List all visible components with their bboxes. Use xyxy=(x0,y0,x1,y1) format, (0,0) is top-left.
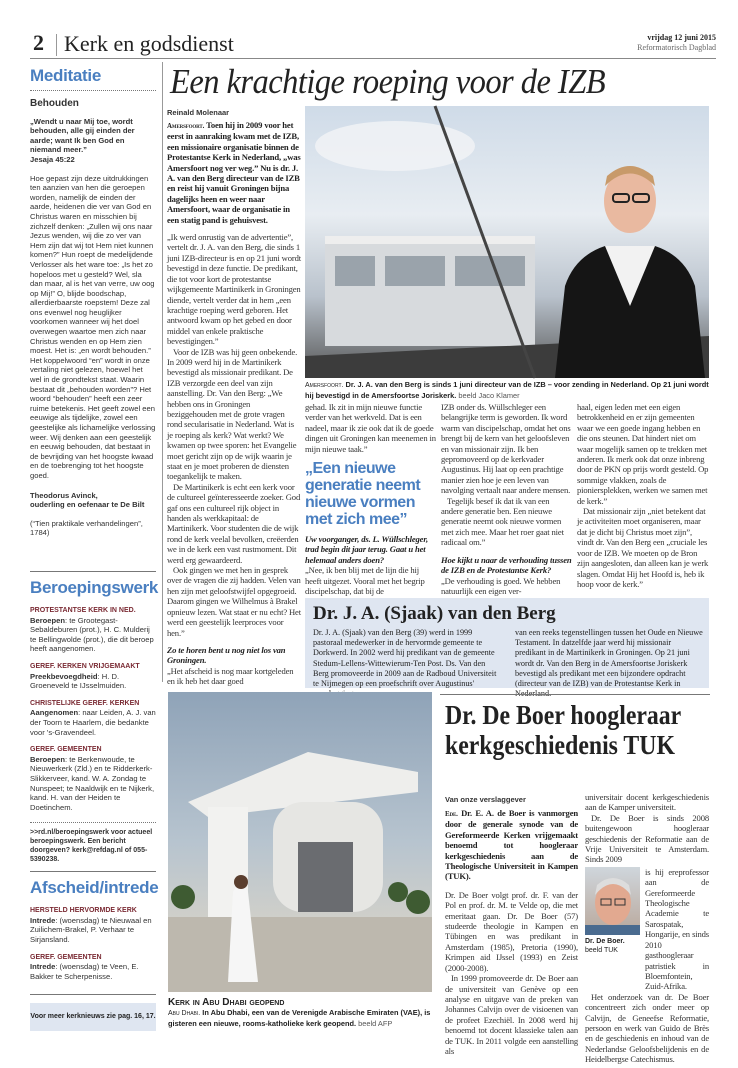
item-label: Beroepen xyxy=(30,615,66,625)
main-byline: Reinald Molenaar xyxy=(167,108,230,117)
main-headline: Een krachtige roeping voor de IZB xyxy=(170,62,606,101)
de-boer-col1 xyxy=(445,808,578,1056)
beroepingswerk-section xyxy=(30,571,159,981)
de-boer-byline: Van onze verslaggever xyxy=(445,795,526,804)
paragraph: In 1999 promoveerde dr. De Boer aan de universiteit van Genève op een analyse en uitgave van de preken van Johannes Calvijn over de visioenen van de profeet Ezechiël. In 2008 werd hij benoemd tot docent klassieke talen aan de TUK. In 2011 volgde een aanstelling als xyxy=(445,973,578,1056)
meditatie-author-role: ouderling en oefenaar te De Bilt xyxy=(30,500,145,510)
photo-church-building xyxy=(168,692,432,992)
profile-col2: van een reeks tegenstellingen tussen het Oude en Nieuwe Testament. In datzelfde jaar werd hij missionair predikant in de Martinikerk in Groningen. Op 21 juni wordt dr. Van den Berg in de Amersfoortse Joriskerk bevestigd als predikant met een bijzondere opdracht (directeur van de IZB) van de Protestantse Kerk in Nederland. xyxy=(515,628,703,699)
header-date-block xyxy=(637,33,716,53)
caption-text: In Abu Dhabi, een van de Verenigde Arabische Emiraten (VAE), is gisteren een nieuwe, rooms-katholieke kerk geopend. xyxy=(168,1008,431,1028)
item-label: Intrede xyxy=(30,962,56,972)
paragraph: gehad. Ik zit in mijn nieuwe functie verder van het werkveld. Dat is een nadeel, maar ik zie ook dat ik de goede dingen uit Groningen kan meenemen in mijn nieuwe taak.” xyxy=(305,402,436,454)
church-label: GEREF. GEMEENTEN xyxy=(30,746,102,754)
caption-dateline: Amersfoort. xyxy=(305,382,344,389)
caption-text: Dr. J. A. van den Berg is sinds 1 juni directeur van de IZB – voor zending in Nederland. Op 21 juni wordt hij bevestigd in de Amersfoortse Joriskerk. xyxy=(305,380,709,400)
meditatie-section xyxy=(30,66,156,538)
beroep-item xyxy=(30,699,156,737)
abu-dhabi-caption xyxy=(168,998,434,1029)
lead-text: Dr. E. A. de Boer is vanmorgen door de generale synode van de Gereformeerde Kerken vrijgemaakt benoemd tot hoogleraar kerkgeschiedenis aan de Theologische Universiteit in Kampen (TUK). xyxy=(445,808,578,882)
de-boer-photo xyxy=(585,867,640,935)
paragraph: Tegelijk besef ik dat ik van een andere generatie ben. Een nieuwe generatie neemt ook nieuwe vormen met zich mee. Maar het roer gaat niet radicaal om.” xyxy=(441,495,564,548)
church-label: HERSTELD HERVORMDE KERK xyxy=(30,907,137,915)
divider xyxy=(30,571,156,572)
afscheid-title: Afscheid/intrede xyxy=(30,878,159,898)
more-news-box: Voor meer kerknieuws zie pag. 16, 17. xyxy=(30,1003,156,1031)
interview-question: Uw voorganger, ds. L. Wüllschleger, trad begin dit jaar terug. Gaat u het helemaal anders doen? xyxy=(305,534,429,565)
profile-box xyxy=(305,598,709,699)
church-label: PROTESTANTSE KERK IN NED. xyxy=(30,607,136,614)
photo-wrap-row xyxy=(585,867,709,992)
paper-name: Reformatorisch Dagblad xyxy=(637,43,716,52)
item-text: : (woensdag) te Veen, E. Bakker te Scherpenisse. xyxy=(30,962,139,981)
meditatie-verse: „Wendt u naar Mij toe, wordt behouden, alle gij einden der aarde; want Ik ben God en niemand meer.” xyxy=(30,116,135,155)
meditatie-source: (“Tien praktikale verhandelingen”, 1784) xyxy=(30,518,143,538)
item-text: : te Berkenwoude, te Nieuwerkerk (Zld.) en te Ridderkerk-Slikkerveer, kand. W. A. Zondag te Nunspeet; te Naaldwijk en te Nijkerk, kand. H. van der Heiden te Doetinchem. xyxy=(30,754,155,812)
photo-portrait-building xyxy=(305,106,709,378)
beroep-item xyxy=(30,662,156,691)
pull-quote: „Een nieuwe generatie neemt nieuwe vormen met zich mee” xyxy=(305,460,421,529)
item-label: Intrede xyxy=(30,915,56,925)
meditatie-subtitle: Behouden xyxy=(30,98,79,109)
dateline: Amersfoort. xyxy=(167,122,205,130)
profile-title: Dr. J. A. (Sjaak) van den Berg xyxy=(313,603,556,624)
divider xyxy=(440,694,710,695)
item-text: : naar Leiden, A. J. van der Toorn te Haarlem, die bedankte voor 's-Gravendeel. xyxy=(30,708,156,737)
beroep-item xyxy=(30,606,156,654)
divider xyxy=(30,90,156,91)
paragraph: haal, eigen leden met een eigen betrokkenheid en er zijn gemeenten waar we een goede ingang hebben en die ons steunen. Dat hindert niet om waar mogelijk samen op te trekken met anderen. Ik merk ook dat onze inbreng door de PKN op prijs wordt gesteld. Op sommige vlakken, zoals de pioniersplekken, werken we samen met de kerk.” xyxy=(577,402,709,506)
main-article-col3 xyxy=(441,402,573,596)
church-label: GEREF. GEMEENTEN xyxy=(30,953,102,961)
photo-credit: beeld AFP xyxy=(358,1019,393,1028)
main-article-col2 xyxy=(305,402,437,596)
profile-col1: Dr. J. A. (Sjaak) van den Berg (39) werd in 1999 pastoraal medewerker in de hervormde gemeente te Dorkwerd. In 2002 werd hij predikant van de gemeente Stedum-Lellens-Wittewierum-Ten Post. Ds. Van den Berg promoveerde in 2009 aan de Radboud Universiteit te Nijmegen op een proefschrift over Augustinus' xyxy=(313,628,497,689)
photo-credit: beeld Jaco Klamer xyxy=(458,391,520,400)
paragraph: Voor de IZB was hij geen onbekende. In 2009 werd hij in de Martinikerk bevestigd als missionair predikant. De IZB verzorgde een deel van zijn aanstelling. Dr. Van den Berg: „We hebben ons in Groningen beziggehouden met de grote vragen rond secularisatie in Nederland. Wat is je roeping als kerk? Wat werkt? We kwamen op twee sporen: het Evangelie moet gericht zijn op de wijk waarin je staat en je moet proberen de diensten toegankelijk te maken. xyxy=(167,346,298,482)
divider xyxy=(30,822,156,823)
beroepingswerk-title: Beroepingswerk xyxy=(30,578,159,597)
afscheid-item xyxy=(30,953,156,982)
paragraph: „Ik werd onrustig van de advertentie”, vertelt dr. J. A. van den Berg, die sinds 1 juni IZB-directeur is en op 21 juni wordt bevestigd in deze functie. De predikant, die tot voor kort de protestantse wijkgemeente Martinikerk in Groningen diende, vertelt verder dat in hem „een krachtige roeping werd geboren. Het antwoord kwam op het gebed en door middel van enkele praktische bevestigingen.” xyxy=(167,232,301,347)
paragraph: Dr. De Boer is sinds 2008 buitengewoon hoogleraar geschiedenis der Reformatie aan de Vrije Universiteit te Amsterdam. Sinds 2009 xyxy=(585,812,709,865)
de-boer-col2 xyxy=(585,792,709,1065)
abu-dhabi-title: Kerk in Abu Dhabi geopend xyxy=(168,997,285,1008)
divider xyxy=(30,871,156,872)
section-title: Kerk en godsdienst xyxy=(64,31,234,56)
interview-question: Hoe kijkt u naar de verhouding tussen de IZB en de Protestantse Kerk? xyxy=(441,554,572,576)
beroepingswerk-link[interactable]: >>rd.nl/beroepingswerk voor actueel beroepingswerk. Een bericht doorgeven? kerk@refdag.nl of 055-5390238. xyxy=(30,829,153,864)
item-text: : te Grootegast-Sebaldeburen (prot.), H. C. Mulderij te Bellingwolde (prot.), die dit beroep heeft aangenomen. xyxy=(30,615,154,654)
divider xyxy=(30,994,156,995)
header-separator xyxy=(56,34,57,56)
issue-date: vrijdag 12 juni 2015 xyxy=(647,33,716,42)
de-boer-photo-caption xyxy=(585,937,640,955)
afscheid-item xyxy=(30,906,156,944)
meditatie-body: Hoe gepast zijn deze uitdrukkingen ten aanzien van hen die geroepen worden, namelijk de einden der aarde, heidenen die ver van God en Christus waren en misschien bij zichzelf denken: „Zullen wij ons naar Jezus wenden, wij die zo ver van Hem zijn dat wij tot Hem niet kunnen komen?” Hun roept de medelijdende Verlosser als het ware toe: „Is het zo hopeloos met u gesteld? Wel, sla dan maar, al is het van verre, uw oog op Mij!” O, blijde boodschap, allerdierbaarste roepstem! Deze zal ons evenwel nog heuglijker voorkomen wanneer wij het doel overwegen waartoe men zich naar Christus wenden en op Hem zien moest. Het is: „en wordt behouden.” Het koppelwoord “en” wordt in onze vertaling niet gelezen, hoewel het wel in de grondtekst staat. Waarin bestaat dit „behouden worden”? Het woord “behouden” heeft een zeer ruime betekenis. Het geeft zowel een eeuwige als tijdelijke, zowel een geestelijke als lichamelijke verlossing weer. Wij denken aan een geestelijk en eeuwig behouden, dat bestaat in de bevrijding van het hoogste kwaad en de toebrenging tot het hoogste goed. xyxy=(30,173,156,480)
church-label: GEREF. KERKEN VRIJGEMAAKT xyxy=(30,662,140,670)
paragraph: „De verhouding is goed. We hebben natuurlijk een eigen ver- xyxy=(441,575,561,596)
main-photo-caption xyxy=(305,380,709,401)
item-text: : (woensdag) te Nieuwaal en Zuilichem-Brakel, P. Verhaar te Sirjansland. xyxy=(30,915,152,945)
paragraph: universitair docent kerkgeschiedenis aan de Kamper universiteit. xyxy=(585,792,709,813)
main-photo xyxy=(305,106,709,378)
paragraph: Ook gingen we met hen in gesprek over de vragen die zij hadden. Velen van hen zijn met geloofstwijfel opgegroeid. Daarom gingen we Wilhelmus à Brakel opnieuw lezen. Wat staat er nu echt? Het werd een geestelijk leerproces voor hen.” xyxy=(167,565,301,638)
header-rule xyxy=(30,58,716,59)
abu-dhabi-photo xyxy=(168,692,432,992)
item-label: Beroepen xyxy=(30,754,66,764)
paragraph: Het onderzoek van dr. De Boer concentreert zich onder meer op Calvijn, de Geneefse Reformatie, persoon en werk van Guido de Brès en de geschiedenis en inhoud van de Nederlandse Geloofsbelijdenis en de Heidelbergse Catechismus. xyxy=(585,991,709,1065)
main-article-col1 xyxy=(167,120,301,687)
item-label: Preekbevoegdheid xyxy=(30,671,98,681)
paragraph: De Martinikerk is echt een kerk voor de cultureel geïnteresseerde zoeker. God gaf ons een cultureel rijk object in handen als werkkapitaal: de Martinikerk. Voor studenten die de wijk rond de kerk veelal bevolken, creëerden we in de kerk een vast rustmoment. Dit werd erg gewaardeerd. xyxy=(167,481,301,565)
de-boer-photo-block xyxy=(585,867,640,992)
main-article-col4 xyxy=(577,402,709,589)
meditatie-reference: Jesaja 45:22 xyxy=(30,154,75,164)
meditatie-title: Meditatie xyxy=(30,66,101,85)
dateline: Ede. xyxy=(445,810,458,818)
column-divider xyxy=(162,62,163,682)
item-text: : H. D. Groeneveld te IJsselmuiden. xyxy=(30,671,127,691)
interview-question: Zo te horen bent u nog niet los van Groningen. xyxy=(167,644,286,666)
paragraph: Dat missionair zijn „niet betekent dat je activiteiten moet organiseren, maar dat je dicht bij Christus moet zijn”, vindt dr. Van den Berg een „cruciale les voor de IZB. We moeten op de Bron zijn aangesloten, dan alleen kan je werk slagen. Omdat Hij het Hoofd is, heb ik hoop voor de kerk.” xyxy=(577,506,709,589)
lead-text: Toen hij in 2009 voor het eerst in aanraking kwam met de IZB, een missionaire organisatie binnen de Protestantse Kerk in Nederland, „was Amersfoort nog ver weg.” Nu is dr. J. A. van den Berg directeur van de IZB en reist hij vanuit Groningen bijna dagelijks heen en weer naar Amersfoort, waar de organisatie in een statig pand is gehuisvest. xyxy=(167,120,301,225)
caption-name: Dr. De Boer. xyxy=(585,937,625,945)
paragraph: Dr. De Boer volgt prof. dr. F. van der Pol en prof. dr. M. te Velde op, die met emeritaat gaan. Dr. De Boer (57) studeerde theologie in Kampen en Tübingen en was predikant in Amsterdam (1985), Pretoria (1990), Krimpen aid IJssel (1993) en Zeist (2000-2008). xyxy=(445,889,578,973)
caption-dateline: Abu Dhabi. xyxy=(168,1010,201,1017)
paragraph: „Het afscheid is nog maar kortgeleden en ik heb het daar goed xyxy=(167,665,294,687)
page-number: 2 xyxy=(33,30,44,55)
photo-credit: beeld TUK xyxy=(585,946,618,954)
paragraph: „Nee, ik ben blij met de lijn die hij heeft uitgezet. Vooral met het begrip discipelschap, dat bij de xyxy=(305,565,425,597)
de-boer-col2-wrap: is hij ereprofessor aan de Gereformeerde Theologische Academie te Sarospatak, Hongarije, en sinds 2010 gasthoogleraar patristiek in Bloemfontein, Zuid-Afrika. xyxy=(645,866,709,992)
meditatie-author: Theodorus Avinck, xyxy=(30,490,98,500)
beroep-item xyxy=(30,745,156,812)
paragraph: IZB onder ds. Wüllschleger een belangrijke term is geworden. Ik word warm van discipelschap, omdat het ons brengt bij de kern van het geloofsleven en van missionair zijn. Ik ben gepromoveerd op de kerkvader Augustinus. Hij laat op een prachtige manier zien hoe je een leven van navolging vertaalt naar andere mensen. xyxy=(441,402,571,496)
item-label: Aangenomen xyxy=(30,708,79,718)
church-label: CHRISTELIJKE GEREF. KERKEN xyxy=(30,699,140,707)
photo-portrait xyxy=(585,867,640,935)
de-boer-headline: Dr. De Boer hoogleraar kerkgeschiedenis TUK xyxy=(445,700,681,760)
